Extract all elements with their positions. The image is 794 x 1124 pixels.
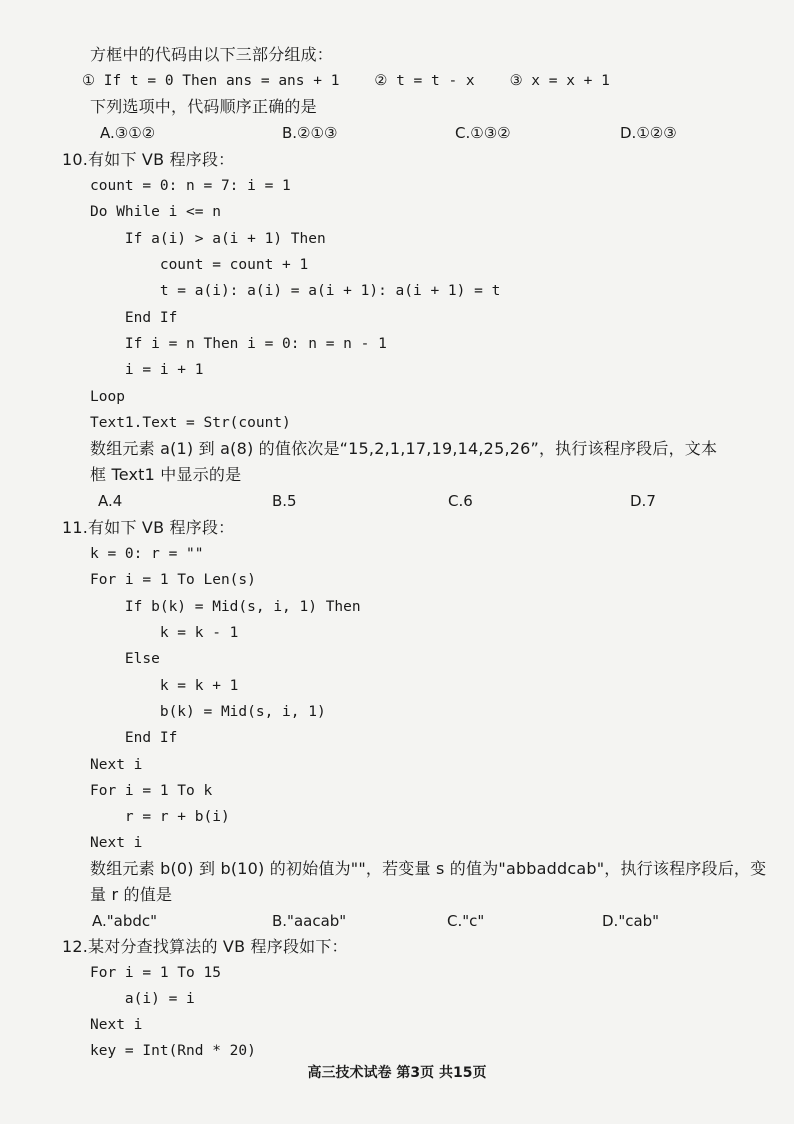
code-line: key = Int(Rnd * 20) <box>90 1043 256 1059</box>
code-line: Next i <box>90 1017 143 1033</box>
question-10-desc: 框 Text1 中显示的是 <box>90 465 242 484</box>
intro-question: 下列选项中，代码顺序正确的是 <box>90 97 317 116</box>
code-line: Else <box>90 651 160 667</box>
code-line: End If <box>90 730 178 746</box>
code-line: r = r + b(i) <box>90 809 230 825</box>
code-line: count = 0: n = 7: i = 1 <box>90 178 291 194</box>
option-d: D.①②③ <box>620 124 677 142</box>
question-11-desc: 量 r 的值是 <box>90 885 173 904</box>
option-d: D.7 <box>630 492 656 510</box>
code-line: If a(i) > a(i + 1) Then <box>90 231 326 247</box>
option-b: B.5 <box>272 492 297 510</box>
option-d: D."cab" <box>602 912 660 930</box>
code-line: End If <box>90 310 178 326</box>
question-11-stem: 11.有如下 VB 程序段： <box>62 518 235 537</box>
code-line: For i = 1 To k <box>90 783 213 799</box>
code-line: t = a(i): a(i) = a(i + 1): a(i + 1) = t <box>90 283 501 299</box>
question-12-stem: 12.某对分查找算法的 VB 程序段如下： <box>62 937 348 956</box>
code-line: count = count + 1 <box>90 257 309 273</box>
option-a: A."abdc" <box>92 912 158 930</box>
code-line: Loop <box>90 389 125 405</box>
intro-line: 方框中的代码由以下三部分组成： <box>90 45 334 64</box>
question-11-desc: 数组元素 b(0) 到 b(10) 的初始值为""，若变量 s 的值为"abbaddcab"，执行该程序段后，变 <box>90 859 767 878</box>
page-footer: 高三技术试卷 第3页 共15页 <box>307 1065 487 1081</box>
code-line: k = k - 1 <box>90 625 239 641</box>
code-line: For i = 1 To Len(s) <box>90 572 256 588</box>
option-c: C.①③② <box>455 124 511 142</box>
code-line: k = k + 1 <box>90 678 239 694</box>
option-b: B.②①③ <box>282 124 338 142</box>
question-10-stem: 10.有如下 VB 程序段： <box>62 150 235 169</box>
intro-parts: ① If t = 0 Then ans = ans + 1 ② t = t - x ③ x = x + 1 <box>82 73 610 89</box>
code-line: Next i <box>90 835 143 851</box>
code-line: If b(k) = Mid(s, i, 1) Then <box>90 599 361 615</box>
code-line: i = i + 1 <box>90 362 204 378</box>
code-line: Do While i <= n <box>90 204 221 220</box>
option-a: A.③①② <box>100 124 156 142</box>
question-10-desc: 数组元素 a(1) 到 a(8) 的值依次是“15,2,1,17,19,14,25,26”，执行该程序段后，文本 <box>90 439 718 458</box>
option-c: C."c" <box>447 912 485 930</box>
option-c: C.6 <box>448 492 473 510</box>
option-a: A.4 <box>98 492 123 510</box>
code-line: b(k) = Mid(s, i, 1) <box>90 704 326 720</box>
code-line: k = 0: r = "" <box>90 546 204 562</box>
option-b: B."aacab" <box>272 912 347 930</box>
code-line: Text1.Text = Str(count) <box>90 415 291 431</box>
code-line: For i = 1 To 15 <box>90 965 221 981</box>
code-line: a(i) = i <box>90 991 195 1007</box>
code-line: If i = n Then i = 0: n = n - 1 <box>90 336 387 352</box>
code-line: Next i <box>90 757 143 773</box>
